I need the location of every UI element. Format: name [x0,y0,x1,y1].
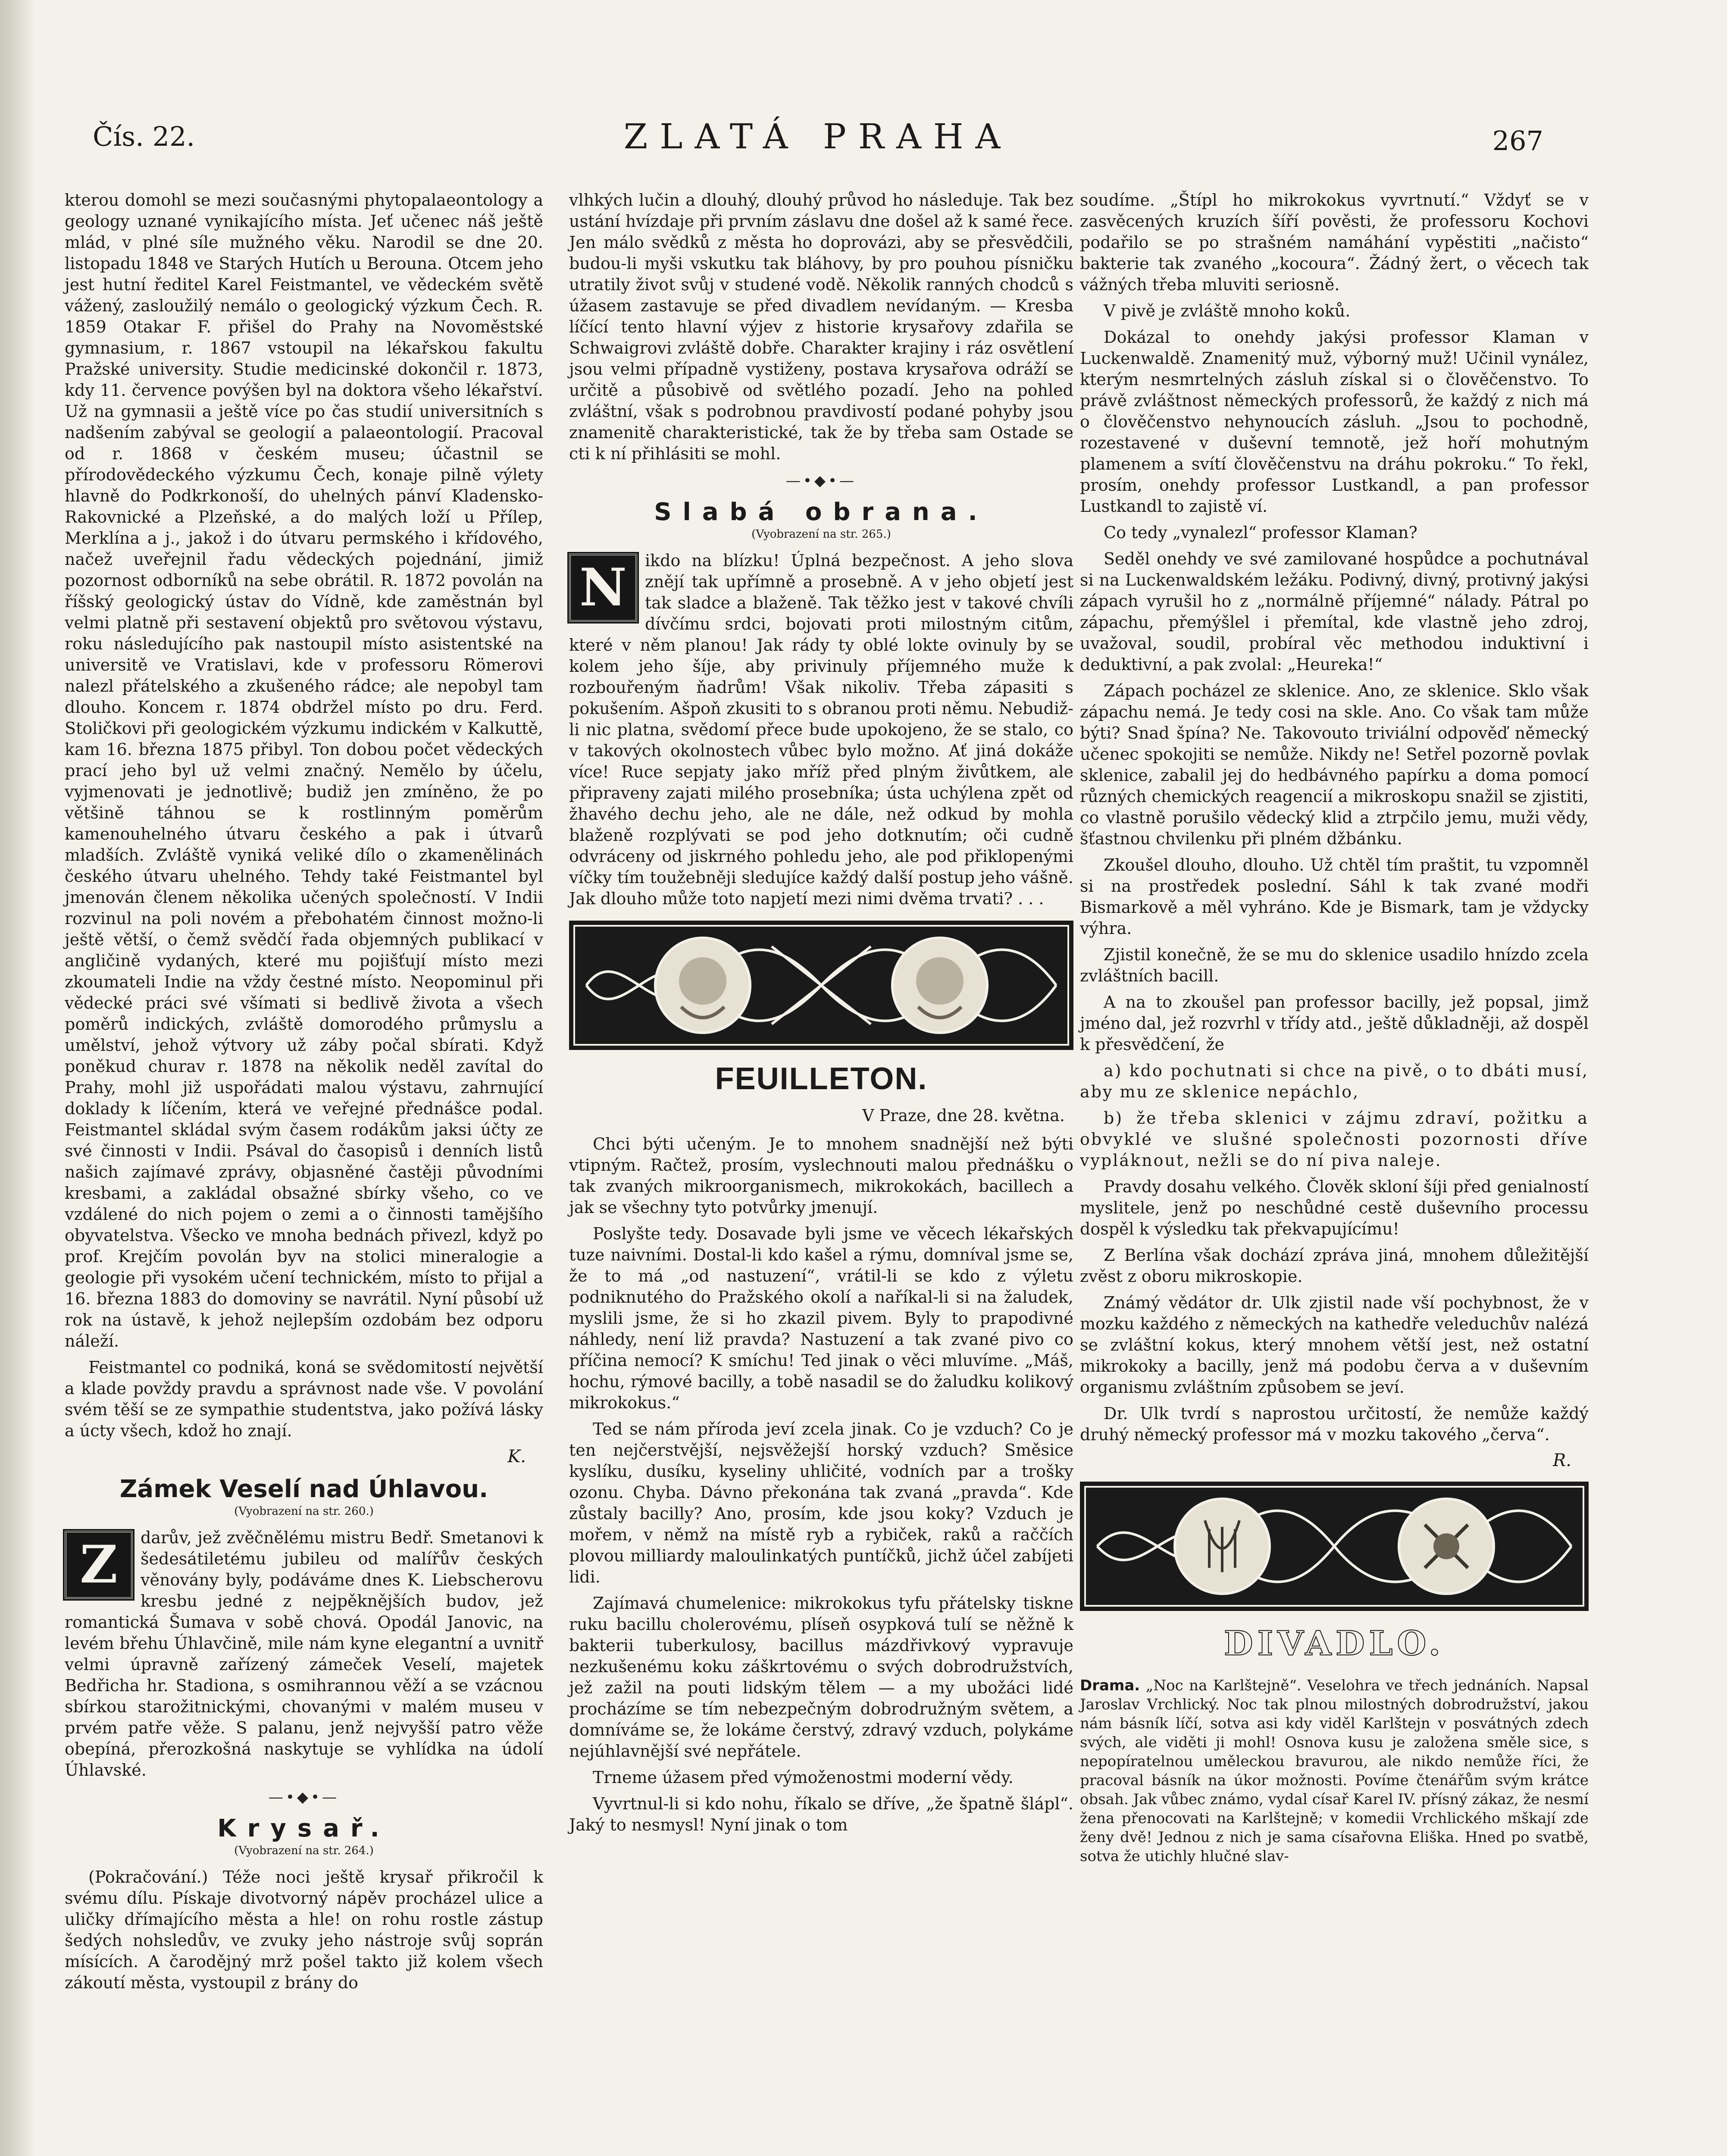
feuilleton-paragraph-4: Zajímavá chumelenice: mikrokokus tyfu přátelsky tiskne ruku bacillu cholerovému, plíseň osypková tulí se něžně k bakterii tuberkulosy, bacillus mázdřivkový vypravuje nezkušenému koku záškrtovému o svých dobrodružstvích, jež zažil na pouti lidským tělem — a my ubožáci lidé procházíme se tím nebezpečným dobrodružným světem, a domníváme se, že lokáme čerstvý, zdravý vzduch, polykáme nejúhlavnější své nepřátele. [569,1594,1073,1761]
feuilleton-signature: R. [1553,1451,1571,1470]
zamek-text: darův, jež zvěčnělému mistru Bedř. Smetanovi k šedesátiletému jubileu od malířův českých věnovány byly, podáváme dnes K. Liebscherovu kresbu jedné z nejpěknějších budov, jež romantická Šumava v sobě chová. Opodál Janovic, na levém břehu Úhlavčině, mile nám kyne elegantní a uvnitř velmi úpravně zařízený zámeček Veselí, majetek Bedřicha hr. Stadiona, s osmihrannou věží a se vzácnou sbírkou starožitnickými, chovanými v malém museu v prvém patře věže. S palanu, jenž nejvyšší patro věže obepíná, přerozkošná naskytuje se vyhlídka na údolí Úhlavské. [65,1528,543,1780]
feuilleton-paragraph-15: A na to zkoušel pan professor bacilly, jež popsal, jimž jméno dal, jež rozvrhl v třídy atd., ještě důkladněji, až dospěl k přesvědčení, že [1080,993,1589,1054]
drama-paragraph [1080,1676,1589,1866]
drop-cap-n: N [569,554,637,622]
feuilleton-paragraph-6: Vyvrtnul-li si kdo nohu, říkalo se dříve, „že špatně šlápl“. Jaký to nesmysl! Nyní jinak o tom [569,1794,1073,1834]
feistmantel-paragraph: kterou domohl se mezi současnými phytopalaeontology a geology uznané vynikajícího místa. Jeť učenec náš ještě mlád, v plné síle mužného věku. Narodil se dne 20. listopadu 1848 ve Starých Hutích u Berouna. Otcem jeho jest hutní ředitel Karel Feistmantel, ve vědeckém světě vážený, zasloužilý nemálo o geologický výzkum Čech. R. 1859 Otakar F. přišel do Prahy na Novoměstské gymnasium, r. 1867 vstoupil na lékařskou fakultu Pražské university. Studie medicinské dokončil r. 1873, kdy 11. července povýšen byl na doktora všeho lékařství. Už na gymnasii a ještě více po čas studií universitních s nadšením zabýval se geologií a palaeontologií. Pracoval od r. 1868 v českém museu; účastnil se přírodovědeckého výzkumu Čech, konaje pilně výlety hlavně do Podkrkonoší, do uhelných pánví Kladensko-Rakovnické a Plzeňské, a do malých loží u Přílep, Merklína a j., jakož i do útvaru permského i křídového, načež uveřejnil řadu vědeckých pojednání, jimiž pozornost odborníků na sebe obrátil. R. 1872 povolán na říšský geologický ústav do Vídně, kde zaměstnán byl velmi platně při sestavení objektů pro světovou výstavu, roku následujícího pak nastoupil místo asistentské na universitě ve Vratislavi, kde v professoru Römerovi nalezl přátelského a zkušeného rádce; ale nepobyl tam dlouho. Koncem r. 1874 obdržel místo po dru. Ferd. Stoličkovi při geologickém výzkumu indickém v Kalkuttě, kam 16. března 1875 přibyl. Ton dobou počet vědeckých prací jeho byl už velmi značný. Nemělo by účelu, vyjmenovati je jednotlivě; budiž jen zmíněno, že po většině táhnou se k rostlinným poměrům kamenouhelného útvaru českého a pak i útvarů mladších. Zvláště vyniká veliké dílo o zkamenělinách českého útvaru uhelného. Tehdy také Feistmantel byl jmenován členem několika učených společností. V Indii rozvinul na poli novém a přebohatém činnost možno-li ještě větší, o čemž svědčí řada objemných publikací v angličině vydaných, které mu pojišťují místo mezi zkoumateli Indie na vždy čestné místo. Neopominul při vědecké práci své všímati si bedlivě života a všech poměrů indických, zvláště domorodého průmyslu a umělství, jehož výtvory už záby počal sbírati. Když poněkud churav r. 1878 na několik neděl zavítal do Prahy, mohl již uspořádati malou výstavu, zahrnující doklady k líčením, která ve veřejné přednášce podal. Feistmantel skládal svým časem rodákům jaksi účty ze své činnosti v Indii. Psával do časopisů i denních listů našich zajímavé zprávy, objasněné častěji původními kresbami, a zakládal obsažné sbírky všeho, co ve vzdálené do nich pojem o zemi a o činnosti tamějšího obyvatelstva. Všecko ve mnoha bednách přivezl, když po prof. Krejčím povolán byv na stolici mineralogie a geologie při vysokém učení technickém, místo to přijal a 16. března 1883 do domoviny se navrátil. Nyní působí už rok na ústavě, k jehož nejlepším ozdobám bez odporu náleží. [65,191,543,1351]
feuilleton-paragraph-9: Dokázal to onehdy jakýsi professor Klaman v Luckenwaldě. Znamenitý muž, výborný muž! Učinil vynález, kterým nesmrtelných zásluh získal si o člověčenstvo. To právě zvláštnost německých professorů, že každý z nich má o člověčenstvo nehynoucích zásluh. „Jsou to pochodně, rozestavené v duševní temnotě, jež hoří mohutným plamenem a svítí člověčenstvu na dráhu pokroku.“ To řekl, prosím, onehdy professor Lustkandl, a pan professor Lustkandl to zajistě ví. [1080,328,1589,516]
feuilleton-paragraph-17: Pravdy dosahu velkého. Člověk skloní šíji před genialností myslitele, jenž po neschůdné cestě duševního processu dospěl k výsledku tak překvapujícímu! [1080,1177,1589,1238]
column-right [1080,190,1589,1871]
krysar-continued: vlhkých lučin a dlouhý, dlouhý průvod ho následuje. Tak bez ustání hvízdaje při prvním záslavu dne došel až k samé řece. Jen málo svědků z města ho doprovázi, aby se přesvědčili, budou-li myši vskutku tak bláhovy, by pro pouhou písničku utratily život svůj v studené vodě. Několik ranných chodců s úžasem zastavuje se před divadlem nevídaným. — Kresba líčící tento hlavní výjev z historie krysařovy zdařila se Schwaigrovi zvláště dobře. Charakter krajiny i ráz osvětlení jsou velmi případně vystiženy, postava krysařova odráží se určitě a působivě od světlého pozadí. Jeho na pohled zvláštní, však s podrobnou pravdivostí podané pohyby jsou znamenitě charakteristické, tak že by třeba sam Ostade se cti k ní přihlásiti se mohl. [569,191,1073,463]
feuilleton-paragraph-1: Chci býti učeným. Je to mnohem snadnější než býti vtipným. Račtež, prosím, vyslechnouti malou přednášku o tak zvaných mikroorganismech, mikrokokách, bacillech a jak se všechny tyto potvůrky jmenují. [569,1134,1073,1217]
feuilleton-paragraph-14: Zjistil konečně, že se mu do sklenice usadilo hnízdo zcela zvláštních bacill. [1080,945,1589,985]
feuilleton-point-a: a) kdo pochutnati si chce na pivě, o to dbáti musí, aby mu ze sklenice nepáchlo, [1080,1061,1589,1101]
feuilleton-dateline: V Praze, dne 28. května. [862,1106,1065,1125]
slaba-text: ikdo na blízku! Úplná bezpečnost. A jeho slova znějí tak upřímně a prosebně. A v jeho objetí jest tak sladce a blaženě. Tak těžko jest v takové chvíli dívčímu srdci, bojovati proti milostným citům, které v něm planou! Jak rády ty oblé lokte ovinuly by se kolem jeho šíje, aby privinuly příjemného muže k rozbouřeným ňadrům! Však nikoliv. Třeba zápasiti s pokušením. Ašpoň zkusiti to s obranou proti němu. Nebudiž-li nic platna, svědomí přece bude upokojeno, že se stalo, co v takových okolnostech vůbec bylo možno. Ať jiná dokáže více! Ruce sepjaty jako mříž před plným živůtkem, ale připraveny zajati milého prosebníka; ústa uchýlena zpět od žhavého dechu jeho, ale ne dále, než odkud by mohla blaženě rozplývati se pod jeho dotknutím; oči cudně odvráceny od jiskrného pohledu jeho, ale pod přiklopenými víčky tím toužebněji sledujíce každý další postup jeho vášně. Jak dlouho může toto napjetí mezi nimi dvěma trvati? . . . [569,551,1073,908]
cherub-vignette-image [569,921,1073,1050]
divadlo-heading: DIVADLO. [1223,1624,1445,1663]
feuilleton-paragraph-13: Zkoušel dlouho, dlouho. Už chtěl tím praštit, tu vzpomněl si na prostředek poslední. Sáhl k tak zvané modři Bismarkově a měl vyhráno. Kde je Bismark, tam je vždycky výhra. [1080,856,1589,938]
lyre-vignette-image [1080,1482,1589,1611]
feuilleton-paragraph-3: Ted se nám příroda jeví zcela jinak. Co je vzduch? Co je ten nejčerstvější, nejsvěžejší horský vzduch? Směsice kyslíku, dusíku, kyseliny uhličité, vodních par a trošky ozonu. Chyba. Dávno překonána tak zvaná „pravda“. Kde zůstaly bacilly? Ano, prosím, kde jsou koky? Vzduch je mořem, v němž na místě ryb a rybiček, raků a raččích plovou milliardy maloulinkatých puntíčků, jichž účel zabíjeti lidi. [569,1420,1073,1586]
section-ornament: —•◆•— [268,1789,340,1806]
drama-label: Drama. [1080,1677,1140,1694]
feuilleton-paragraph-10: Co tedy „vynalezl“ professor Klaman? [1104,523,1417,542]
feuilleton-paragraph-18: Z Berlína však dochází zpráva jiná, mnohem důležitější zvěst z oboru mikroskopie. [1080,1246,1589,1286]
issue-number: Čís. 22. [93,121,195,152]
krysar-caption: (Vyobrazení na str. 264.) [234,1844,374,1857]
column-middle [569,190,1073,1841]
drama-text: „Noc na Karlštejně“. Veselohra ve třech jednáních. Napsal Jaroslav Vrchlický. Noc tak plnou milostných dobrodružství, jakou nám básník líčí, sotva asi kdy viděl Karlštejn v posvátných zdech svých, ale viděti ji mohl! Osnova kusu je založena směle sice, s nepopíratelnou uměleckou bravurou, ale nikdo nemůže říci, že pracoval básník na úkor možnosti. Povíme čtenářům svým krátce obsah. Jak vůbec známo, vydal císař Karel IV. přísný zákaz, že nesmí žena přenocovati na Karlštejně; v komedii Vrchlického mškají zde ženy dvě! Jednou z nich je sama císařovna Eliška. Hned po svatbě, sotva že utichly hlučné slav- [1080,1677,1589,1865]
author-signature: K. [507,1447,526,1467]
feuilleton-paragraph-20: Dr. Ulk tvrdí s naprostou určitostí, že nemůže každý druhý německý professor má v mozku takového „červa“. [1080,1404,1589,1444]
drop-cap-z: Z [65,1531,133,1599]
krysar-heading: Krysař. [217,1814,391,1843]
section-ornament: —•◆•— [785,472,857,489]
feuilleton-heading: FEUILLETON. [715,1062,928,1096]
column-left [65,190,543,1999]
journal-title: ZLATÁ PRAHA [623,116,1013,157]
feuilleton-paragraph-7: soudíme. „Štípl ho mikrokokus vyvrtnutí.“ Vždyť se v zasvěcených kruzích šíří pověsti, že professoru Kochovi podařilo se po strašném namáhání vypěstiti „načisto“ bakterie tak zvaného „kocoura“. Žádný žert, o věcech tak vážných třeba mluviti seriosně. [1080,191,1589,294]
feuilleton-point-b: b) že třeba sklenici v zájmu zdraví, požitku a obvyklé ve slušné společnosti pozornosti dříve vypláknout, nežli se do ní piva naleje. [1080,1109,1589,1170]
page-header [93,112,1543,164]
feuilleton-paragraph-19: Známý vědátor dr. Ulk zjistil nade vší pochybnost, že v mozku každého z německých na kathedře veleduchův nalézá se zvláštní kokus, který mnohem větší jest, než ostatní mikrokoky a bacilly, jenž má podobu červa a v duševním organismu zvláštním způsobem se jeví. [1080,1293,1589,1397]
feuilleton-paragraph-5: Trneme úžasem před výmoženostmi moderní vědy. [593,1768,1014,1787]
slaba-caption: (Vyobrazení na str. 265.) [751,528,891,541]
feuilleton-paragraph-8: V pivě je zvláště mnoho koků. [1104,301,1351,320]
krysar-text: (Pokračování.) Téže noci ještě krysař přikročil k svému dílu. Pískaje divotvorný nápěv procházel ulice a uličky dřímajícího města a hle! on rohu rostle zástup šedých nohsledův, ve zvuky jeho nástroje svůj soprán mísících. A čarodějný mrž pošel takto již kolem všech zákoutí města, vystoupil z brány do [65,1868,543,1992]
zamek-caption: (Vyobrazení na str. 260.) [234,1505,374,1518]
feuilleton-paragraph-12: Zápach pocházel ze sklenice. Ano, ze sklenice. Sklo však zápachu nemá. Je tedy cosi na skle. Ano. Co však tam může býti? Snad špína? Ne. Takovouto triviální odpověď německý učenec spokojiti se nemůže. Nikdy ne! Setřel pozorně povlak sklenice, zabalil jej do hedbávného papírku a doma pomocí různých chemických reagencií a mikroskopu snažil se zjistiti, co vlastně porušilo vědecký klid a ztrpčilo jemu, muži vědy, šťastnou chvilenku při plném džbánku. [1080,681,1589,848]
feistmantel-closing: Feistmantel co podniká, koná se svědomitostí největší a klade povždy pravdu a správnost nade vše. V povolání svém těší se ze sympathie studentstva, jako požívá lásky a úcty všech, kdož ho znají. [65,1358,543,1440]
book-gutter-shadow [0,0,34,2156]
drama-review [1080,1676,1589,1866]
feuilleton-paragraph-2: Poslyšte tedy. Dosavade byli jsme ve věcech lékařských tuze naivními. Dostal-li kdo kašel a rýmu, domníval jsme se, že to má „od nastuzení“, vrátil-li se kdo z výletu podniknutého do Pražského okolí a naříkal-li si na žaludek, myslili jsme, že si ho zkazil pivem. Byly to prapodivné náhledy, není liž pravda? Nastuzení a tak zvané pivo co příčina nemocí? K smíchu! Ted jinak o věci mluvíme. „Máš, hochu, rýmové bacilly, a tobě nasadil se do žaludku kolikový mikrokokus.“ [569,1224,1073,1412]
theatre-vignette [1080,1482,1589,1611]
feuilleton-paragraph-11: Seděl onehdy ve své zamilované hospůdce a pochutnával si na Luckenwaldském ležáku. Podivný, divný, protivný jakýsi zápach vyrušil ho z „normálně příjemné“ nálady. Pátral po zápachu, přemýšlel i přemítal, kde vlastně jeho zdroj, uvažoval, soudil, probíral věc methodou induktivní i deduktivní, a pak zvolal: „Heureka!“ [1080,549,1589,674]
feuilleton-vignette [569,921,1073,1050]
slaba-heading: Slabá obrana. [654,498,989,526]
page-number: 267 [1492,125,1543,157]
zamek-heading: Zámek Veselí nad Úhlavou. [119,1475,488,1503]
